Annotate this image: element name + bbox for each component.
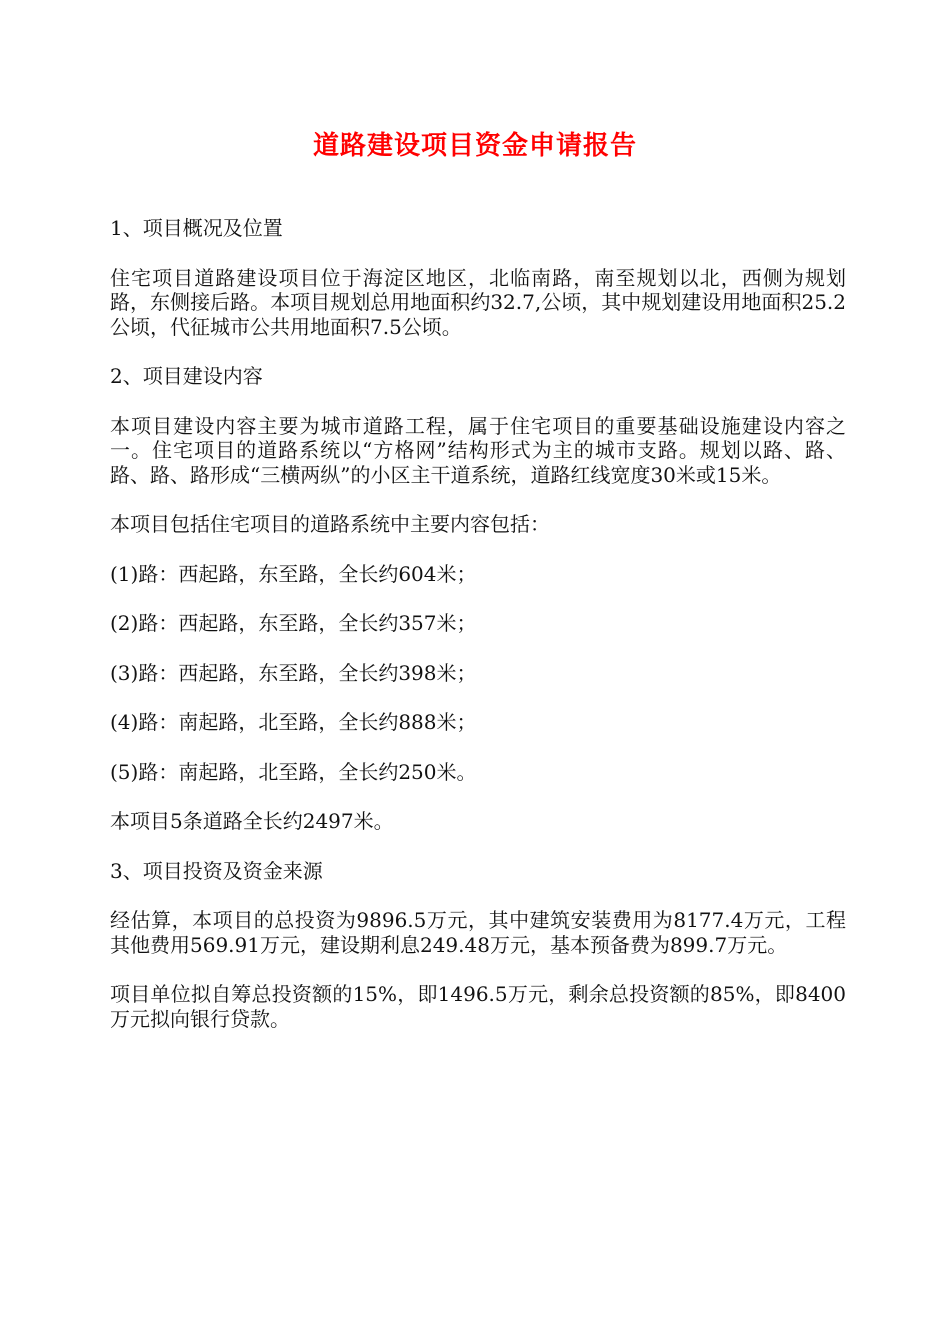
paragraph-road-system-intro: 本项目包括住宅项目的道路系统中主要内容包括： <box>110 512 550 536</box>
document-body <box>110 216 846 1056</box>
section-heading-construction: 2、项目建设内容 <box>110 364 263 388</box>
section-heading-investment: 3、项目投资及资金来源 <box>110 858 323 883</box>
road-item-5: (5)路：南起路，北至路，全长约250米。 <box>110 759 477 784</box>
paragraph-construction-content: 本项目建设内容主要为城市道路工程，属于住宅项目的重要基础设施建设内容之一。住宅项目的道路系统以“方格网”结构形式为主的城市支路。规划以路、路、路、路、路形成“三横两纵”的小区主干道系统，道路红线宽度30米或15米。 <box>110 413 846 487</box>
road-item-3: (3)路：西起路，东至路，全长约398米； <box>110 660 477 685</box>
road-item-2: (2)路：西起路，东至路，全长约357米； <box>110 611 477 635</box>
section-heading-overview: 1、项目概况及位置 <box>110 216 283 240</box>
paragraph-investment-estimate: 经估算，本项目的总投资为9896.5万元，其中建筑安装费用为8177.4万元，工程其他费用569.91万元，建设期利息249.48万元，基本预备费为899.7万元。 <box>110 908 846 957</box>
road-item-4: (4)路：南起路，北至路，全长约888米； <box>110 710 477 734</box>
paragraph-location: 住宅项目道路建设项目位于海淀区地区，北临南路，南至规划以北，西侧为规划路，东侧接后路。本项目规划总用地面积约32.7,公顷，其中规划建设用地面积25.2公顷，代征城市公共用地面积7.5公顷。 <box>110 265 846 339</box>
paragraph-funding-source: 项目单位拟自筹总投资额的15%，即1496.5万元，剩余总投资额的85%，即8400万元拟向银行贷款。 <box>110 982 846 1031</box>
road-item-1: (1)路：西起路，东至路，全长约604米； <box>110 561 477 586</box>
document-title: 道路建设项目资金申请报告 <box>312 131 637 161</box>
paragraph-road-total: 本项目5条道路全长约2497米。 <box>110 809 394 833</box>
